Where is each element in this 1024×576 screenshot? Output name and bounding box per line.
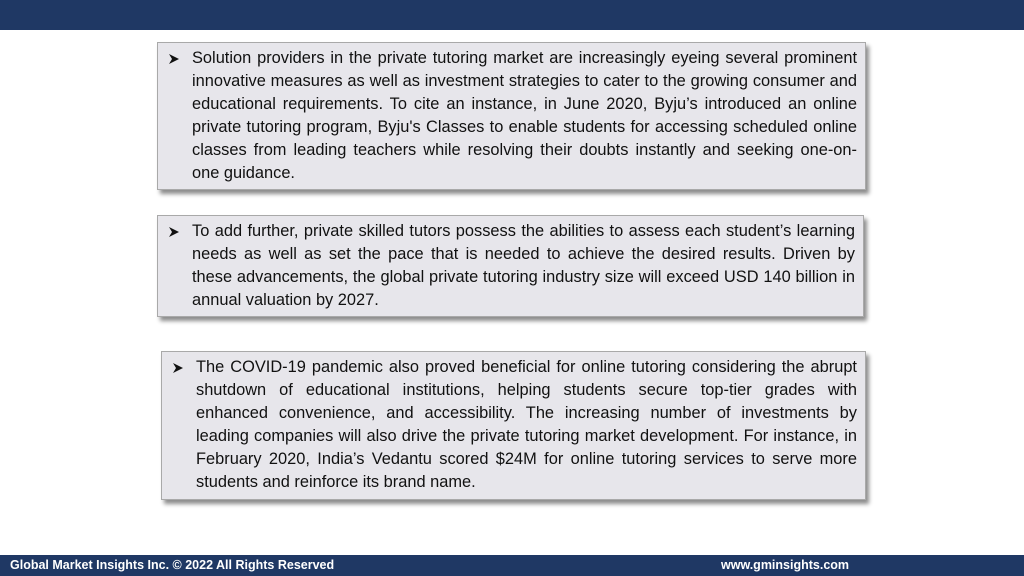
arrowhead-bullet-icon bbox=[166, 47, 192, 70]
footer-copyright: Global Market Insights Inc. © 2022 All Rights Reserved bbox=[10, 558, 335, 572]
arrowhead-bullet-icon bbox=[166, 220, 192, 243]
text-box-1 bbox=[157, 42, 866, 190]
footer-website-link[interactable]: www.gminsights.com bbox=[721, 558, 850, 572]
paragraph-covid-pandemic: The COVID-19 pandemic also proved beneficial for online tutoring considering the abrupt shutdown of educational institutions, helping students secure top-tier grades with enhanced convenience, and accessibility. The increasing number of investments by leading companies will also drive the private tutoring market development. For instance, in February 2020, India’s Vedantu scored $24M for online tutoring services to serve more students and reinforce its brand name. bbox=[196, 358, 857, 491]
paragraph-solution-providers: Solution providers in the private tutoring market are increasingly eyeing several prominent innovative measures as well as investment strategies to cater to the growing consumer and educational requirements. To cite an instance, in June 2020, Byju’s introduced an online private tutoring program, Byju's Classes to enable students for accessing scheduled online classes from leading teachers while resolving their doubts instantly and seeking one-on-one guidance. bbox=[192, 49, 857, 182]
text-box-3 bbox=[161, 351, 866, 500]
text-box-2 bbox=[157, 215, 864, 317]
footer-bar bbox=[0, 555, 1024, 576]
top-header-bar bbox=[0, 0, 1024, 30]
paragraph-private-tutors: To add further, private skilled tutors possess the abilities to assess each student’s learning needs as well as set the pace that is needed to achieve the desired results. Driven by these advancements, the global private tutoring industry size will exceed USD 140 billion in annual valuation by 2027. bbox=[192, 222, 855, 309]
arrowhead-bullet-icon bbox=[170, 356, 196, 379]
